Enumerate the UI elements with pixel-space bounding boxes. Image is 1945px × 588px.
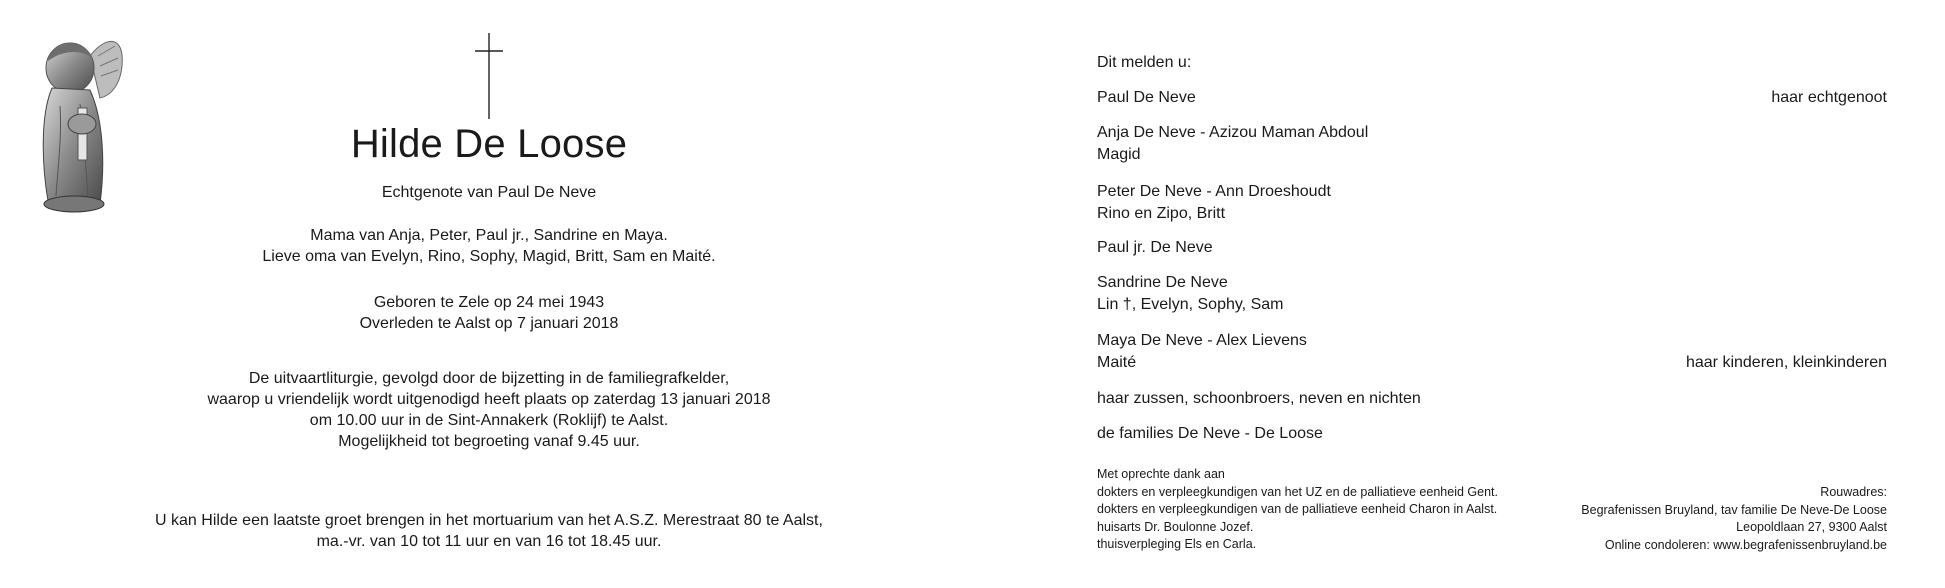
entry-line: Paul De Neve: [1097, 89, 1196, 106]
family-block: [209, 225, 769, 267]
thanks-line: Met oprechte dank aan: [1097, 467, 1225, 481]
visit-line: U kan Hilde een laatste groet brengen in het mortuarium van het A.S.Z. Merestraat 80 te Aalst,: [155, 512, 823, 529]
address-line: Leopoldlaan 27, 9300 Aalst: [1736, 520, 1887, 534]
angel-figurine-image: [30, 26, 125, 216]
family-entry: [1097, 388, 1421, 410]
condolence-link[interactable]: Online condoleren: www.begrafenissenbruyland.be: [1604, 537, 1887, 552]
address-block: [1581, 484, 1887, 554]
funeral-line: om 10.00 uur in de Sint-Annakerk (Roklijf) te Aalst.: [309, 412, 669, 429]
thanks-line: dokters en verpleegkundigen van het UZ en de palliatieve eenheid Gent.: [1097, 484, 1498, 499]
thanks-line: thuisverpleging Els en Carla.: [1097, 537, 1257, 551]
cross-icon: [474, 33, 504, 119]
entry-line: Sandrine De Neve: [1097, 274, 1228, 291]
funeral-block: [179, 368, 799, 452]
family-entry: [1097, 272, 1283, 316]
entry-line: Maya De Neve - Alex Lievens: [1097, 332, 1307, 349]
family-line: Mama van Anja, Peter, Paul jr., Sandrine en Maya.: [310, 227, 668, 244]
family-entry: [1097, 181, 1331, 225]
thanks-line: dokters en verpleegkundigen van de palliatieve eenheid Charon in Aalst.: [1097, 502, 1498, 516]
death-line: Overleden te Aalst op 7 januari 2018: [359, 315, 619, 332]
thanks-line: huisarts Dr. Boulonne Jozef.: [1097, 519, 1254, 534]
entry-line: Paul jr. De Neve: [1097, 239, 1213, 256]
thanks-block: [1097, 466, 1498, 554]
spouse-line: Echtgenote van Paul De Neve: [381, 184, 597, 201]
intro-line: Dit melden u:: [1097, 54, 1192, 71]
birth-line: Geboren te Zele op 24 mei 1943: [373, 294, 605, 311]
deceased-name: Hilde De Loose: [350, 122, 628, 166]
relation-children: haar kinderen, kleinkinderen: [1685, 354, 1887, 371]
family-entry: [1097, 330, 1307, 374]
family-entry: [1097, 423, 1323, 445]
funeral-line: waarop u vriendelijk wordt uitgenodigd heeft plaats op zaterdag 13 januari 2018: [207, 391, 771, 408]
entry-line: Magid: [1097, 146, 1141, 163]
visit-line: ma.-vr. van 10 tot 11 uur en van 16 tot 18.45 uur.: [316, 533, 662, 550]
family-entry: [1097, 237, 1213, 259]
entry-line: Maité: [1097, 354, 1137, 371]
relation-spouse: haar echtgenoot: [1771, 89, 1887, 106]
entry-line: Lin †, Evelyn, Sophy, Sam: [1097, 296, 1284, 313]
family-line: Lieve oma van Evelyn, Rino, Sophy, Magid, Britt, Sam en Maité.: [262, 248, 716, 265]
address-line: Rouwadres:: [1820, 485, 1887, 499]
entry-line: Anja De Neve - Azizou Maman Abdoul: [1097, 124, 1369, 141]
family-entry: [1097, 122, 1368, 166]
funeral-line: De uitvaartliturgie, gevolgd door de bijzetting in de familiegrafkelder,: [248, 370, 730, 387]
entry-line: de families De Neve - De Loose: [1097, 425, 1323, 442]
entry-line: haar zussen, schoonbroers, neven en nichten: [1097, 390, 1421, 407]
funeral-line: Mogelijkheid tot begroeting vanaf 9.45 uur.: [338, 433, 640, 450]
entry-line: Rino en Zipo, Britt: [1097, 205, 1226, 222]
entry-line: Peter De Neve - Ann Droeshoudt: [1097, 183, 1331, 200]
visit-block: [139, 510, 839, 552]
birth-death-block: [209, 292, 769, 334]
address-line: Begrafenissen Bruyland, tav familie De Neve-De Loose: [1581, 502, 1887, 517]
family-entry: [1097, 87, 1196, 109]
